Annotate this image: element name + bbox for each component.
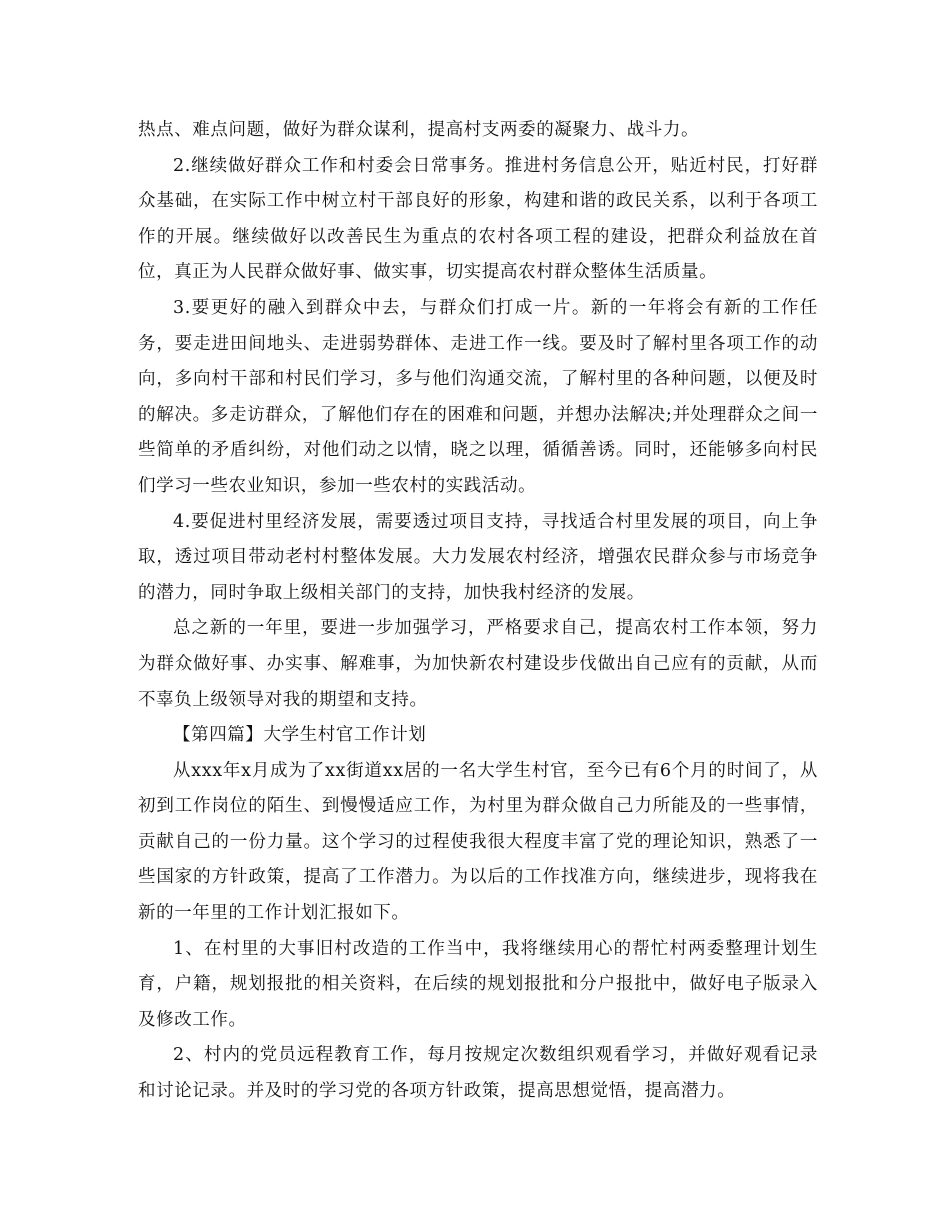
paragraph: 2.继续做好群众工作和村委会日常事务。推进村务信息公开，贴近村民，打好群众基础，在实际工作中树立村干部良好的形象，构建和谐的政民关系，以利于各项工作的开展。继续做好以改善民生为重点的农村各项工程的建设，把群众利益放在首位，真正为人民群众做好事、做实事，切实提高农村群众整体生活质量。 — [138, 155, 818, 283]
paragraph: 总之新的一年里，要进一步加强学习，严格要求自己，提高农村工作本领，努力为群众做好事、办实事、解难事，为加快新农村建设步伐做出自己应有的贡献，从而不辜负上级领导对我的期望和支持。 — [138, 618, 818, 710]
document-page — [138, 113, 818, 1110]
paragraph: 4.要促进村里经济发展，需要透过项目支持，寻找适合村里发展的项目，向上争取，透过项目带动老村村整体发展。大力发展农村经济，增强农民群众参与市场竞争的潜力，同时争取上级相关部门的支持，加快我村经济的发展。 — [138, 511, 818, 603]
section-heading: 【第四篇】大学生村官工作计划 — [173, 725, 427, 746]
paragraph: 从xxx年x月成为了xx街道xx居的一名大学生村官，至今已有6个月的时间了，从初到工作岗位的陌生、到慢慢适应工作，为村里为群众做自己力所能及的一些事情，贡献自己的一份力量。这个学习的过程使我很大程度丰富了党的理论知识，熟悉了一些国家的方针政策，提高了工作潜力。为以后的工作找准方向，继续进步，现将我在新的一年里的工作计划汇报如下。 — [138, 760, 818, 924]
paragraph: 3.要更好的融入到群众中去，与群众们打成一片。新的一年将会有新的工作任务，要走进田间地头、走进弱势群体、走进工作一线。要及时了解村里各项工作的动向，多向村干部和村民们学习，多与他们沟通交流，了解村里的各种问题，以便及时的解决。多走访群众，了解他们存在的困难和问题，并想办法解决;并处理群众之间一些简单的矛盾纠纷，对他们动之以情，晓之以理，循循善诱。同时，还能够多向村民们学习一些农业知识，参加一些农村的实践活动。 — [138, 297, 818, 496]
paragraph: 热点、难点问题，做好为群众谋利，提高村支两委的凝聚力、战斗力。 — [138, 120, 700, 140]
paragraph: 2、村内的党员远程教育工作，每月按规定次数组织观看学习，并做好观看记录和讨论记录。并及时的学习党的各项方针政策，提高思想觉悟，提高潜力。 — [138, 1045, 818, 1102]
paragraph: 1、在村里的大事旧村改造的工作当中，我将继续用心的帮忙村两委整理计划生育，户籍，规划报批的相关资料，在后续的规划报批和分户报批中，做好电子版录入及修改工作。 — [138, 938, 818, 1030]
